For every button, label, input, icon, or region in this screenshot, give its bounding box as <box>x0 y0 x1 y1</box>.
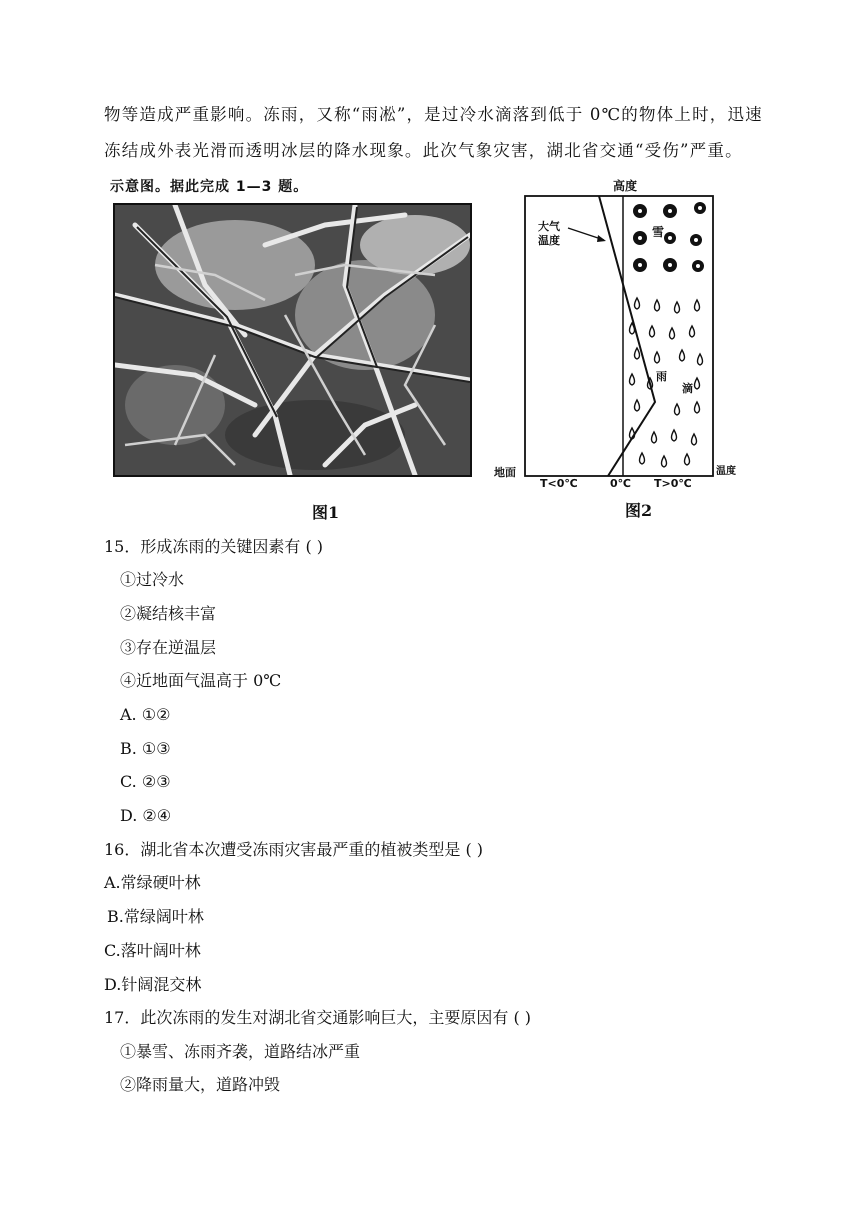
question-17-item-2: ②降雨量大，道路冲毁 <box>120 1075 281 1094</box>
question-16-stem: 16．湖北省本次遭受冻雨灾害最严重的植被类型是 ( ) <box>104 840 484 859</box>
question-17-item-1: ①暴雪、冻雨齐袭，道路结冰严重 <box>120 1042 361 1061</box>
question-15-item-3: ③存在逆温层 <box>120 638 217 657</box>
figure2-caption: 图2 <box>625 501 653 520</box>
intro-line-1: 物等造成严重影响。冻雨，又称“雨凇”，是过冷水滴落到低于 0℃的物体上时，迅速 <box>104 105 763 124</box>
label-air-temp-2: 温度 <box>538 234 560 247</box>
label-height: 高度 <box>613 179 638 193</box>
label-zero: 0℃ <box>610 477 631 490</box>
question-15-item-1: ①过冷水 <box>120 570 185 589</box>
question-16-option-a[interactable]: A.常绿硬叶林 <box>104 873 201 892</box>
question-15-item-4: ④近地面气温高于 0℃ <box>120 671 282 690</box>
label-ground: 地面 <box>494 466 516 479</box>
label-air-temp-1: 大气 <box>538 220 560 233</box>
question-15-item-2: ②凝结核丰富 <box>120 604 217 623</box>
intro-line-2: 冻结成外表光滑而透明冰层的降水现象。此次气象灾害，湖北省交通“受伤”严重。 <box>104 141 743 160</box>
figure1-caption: 图1 <box>312 503 340 522</box>
question-16-option-b[interactable]: B.常绿阔叶林 <box>107 907 204 926</box>
intro-line-3: 示意图。据此完成 1—3 题。 <box>110 179 309 195</box>
label-snow: 雪 <box>652 225 665 239</box>
arrowhead-icon <box>597 235 606 242</box>
question-17-stem: 17．此次冻雨的发生对湖北省交通影响巨大，主要原因有 ( ) <box>104 1008 532 1027</box>
label-rain-1: 雨 <box>656 370 667 383</box>
question-15-option-a[interactable]: A. ①② <box>120 705 171 724</box>
question-15-stem: 15．形成冻雨的关键因素有 ( ) <box>104 537 324 556</box>
question-16-option-d[interactable]: D.针阔混交林 <box>104 975 202 994</box>
question-15-option-c[interactable]: C. ②③ <box>120 772 171 791</box>
question-16-option-c[interactable]: C.落叶阔叶林 <box>104 941 201 960</box>
question-15-option-d[interactable]: D. ②④ <box>120 806 172 825</box>
label-t-below: T<0℃ <box>540 477 578 490</box>
label-temperature: 温度 <box>716 466 736 477</box>
figure2-diagram <box>492 178 747 494</box>
question-15-option-b[interactable]: B. ①③ <box>120 739 171 758</box>
label-t-above: T>0℃ <box>654 477 692 490</box>
figure1-photo <box>113 203 472 477</box>
label-rain-2: 滴 <box>682 382 693 395</box>
